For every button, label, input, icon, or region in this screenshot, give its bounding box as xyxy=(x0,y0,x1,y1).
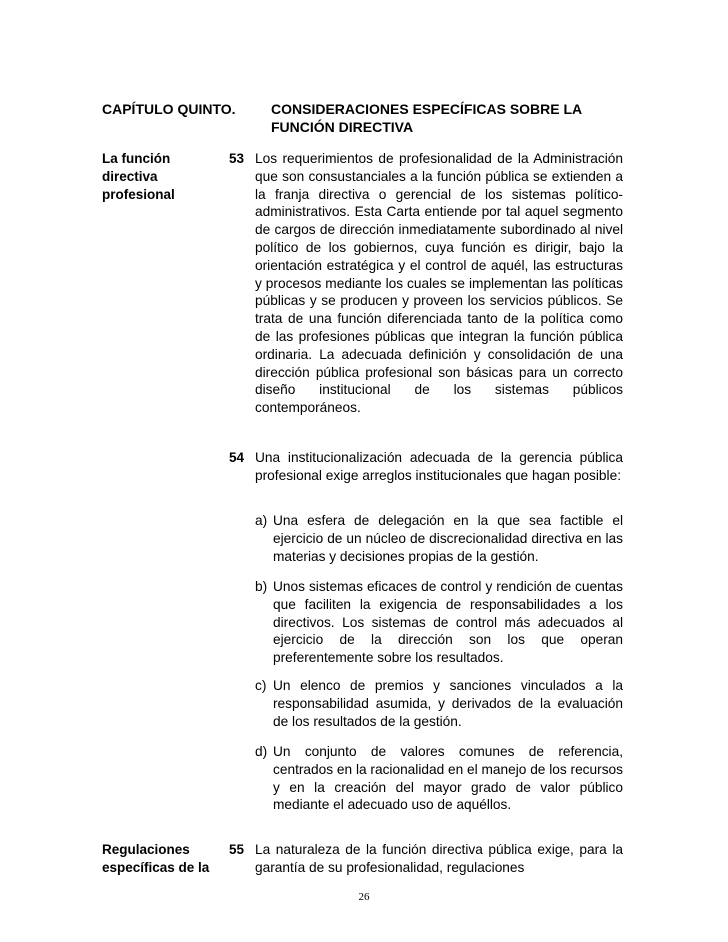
section-side-title: La función directiva profesional xyxy=(102,151,175,202)
section-side-title: Regulaciones específicas de la xyxy=(102,842,210,875)
list-item-text: Unos sistemas eficaces de control y rendición de cuentas que faciliten la exigencia de responsabilidades a los directivos. Los sistemas de control más adecuados al ejercicio de la dirección son los que operan preferentemente sobre los resultados. xyxy=(273,579,623,666)
chapter-label: CAPÍTULO QUINTO. xyxy=(102,101,236,117)
list-item xyxy=(255,512,623,565)
paragraph-number: 54 xyxy=(229,450,245,465)
list-item-marker: d) xyxy=(255,744,268,759)
list-item xyxy=(255,743,623,814)
paragraph-text: Una institucionalización adecuada de la gerencia pública profesional exige arreglos institucionales que hagan posible: xyxy=(255,450,623,483)
paragraph-text: Los requerimientos de profesionalidad de la Administración que son consustanciales a la función pública se extienden a la franja directiva o gerencial de los sistemas político-administrativos. Esta Carta entiende por tal aquel segmento de cargos de dirección inmediatamente subordinado al nivel político de los gobiernos, cuya función es dirigir, bajo la orientación estratégica y el control de aquél, las estructuras y procesos mediante los cuales se implementan las políticas públicas y se producen y proveen los servicios públicos. Se trata de una función diferenciada tanto de la política como de las profesiones públicas que integran la función pública ordinaria. La adecuada definición y consolidación de una dirección pública profesional son básicas para un correcto diseño institucional de los sistemas públicos contemporáneos. xyxy=(255,151,623,416)
list-item-text: Un elenco de premios y sanciones vinculados a la responsabilidad asumida, y derivados de la evaluación de los resultados de la gestión. xyxy=(273,678,623,729)
list-item xyxy=(255,578,623,667)
paragraph-text: La naturaleza de la función directiva pública exige, para la garantía de su profesionalidad, regulaciones xyxy=(255,842,623,875)
chapter-title: CONSIDERACIONES ESPECÍFICAS SOBRE LA FUNCIÓN DIRECTIVA xyxy=(271,101,582,135)
list-item-text: Un conjunto de valores comunes de referencia, centrados en la racionalidad en el manejo de los recursos y en la creación del mayor grado de valor público mediante el adecuado uso de aquéllos. xyxy=(273,744,624,813)
list-item-marker: a) xyxy=(255,513,268,528)
paragraph-number: 53 xyxy=(229,151,245,166)
list-item xyxy=(255,677,623,730)
list-item-marker: c) xyxy=(255,678,267,693)
list-item-marker: b) xyxy=(255,579,268,594)
list-item-text: Una esfera de delegación en la que sea factible el ejercicio de un núcleo de discrecionalidad directiva en las materias y decisiones propias de la gestión. xyxy=(273,513,623,564)
paragraph-number: 55 xyxy=(229,842,245,857)
page-number: 26 xyxy=(358,891,370,903)
